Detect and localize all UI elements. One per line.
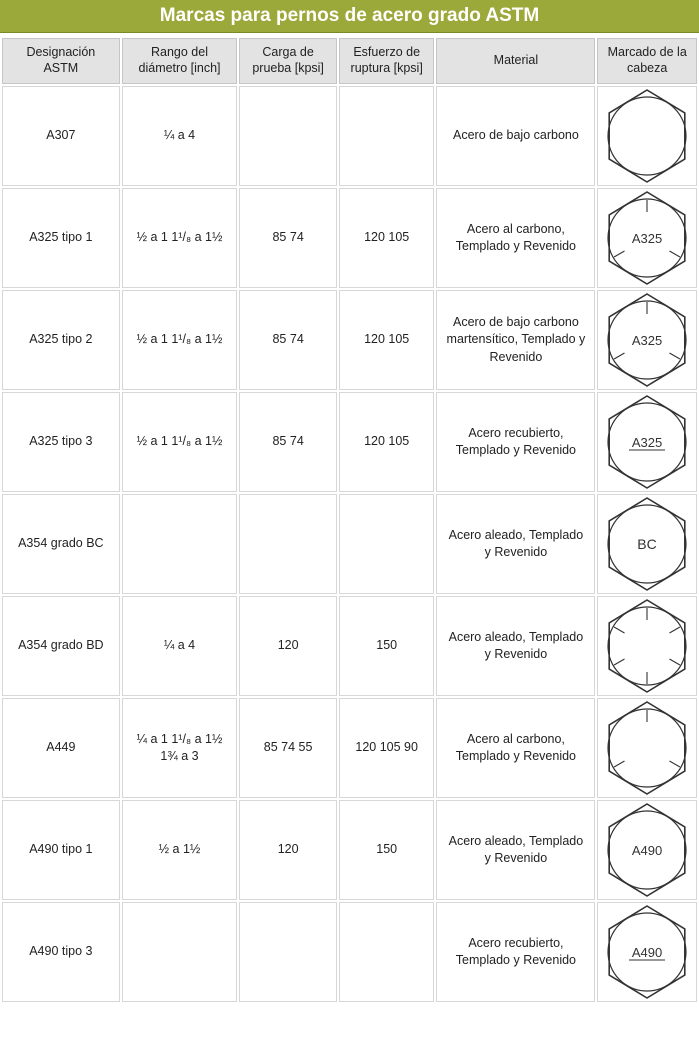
bolt-marks-table bbox=[0, 36, 699, 1004]
tensile-strength-cell: 150 bbox=[339, 800, 435, 900]
designation-cell: A325 tipo 1 bbox=[2, 188, 120, 288]
diameter-range-cell: ½ a 1 1¹/₈ a 1½ bbox=[122, 392, 238, 492]
material-cell: Acero aleado, Templado y Revenido bbox=[436, 800, 595, 900]
head-mark-text: A325 bbox=[632, 231, 663, 246]
hex-bolt-head-icon bbox=[603, 191, 691, 285]
diameter-range-cell: ¼ a 1 1¹/₈ a 1½ 1¾ a 3 bbox=[122, 698, 238, 798]
diameter-range-cell: ½ a 1 1¹/₈ a 1½ bbox=[122, 290, 238, 390]
material-cell: Acero recubierto, Templado y Revenido bbox=[436, 392, 595, 492]
proof-load-cell bbox=[239, 86, 337, 186]
head-marking-cell bbox=[597, 86, 697, 186]
head-marking-cell bbox=[597, 902, 697, 1002]
material-cell: Acero recubierto, Templado y Revenido bbox=[436, 902, 595, 1002]
material-cell: Acero aleado, Templado y Revenido bbox=[436, 494, 595, 594]
header-row bbox=[2, 38, 697, 84]
table-row bbox=[2, 188, 697, 288]
proof-load-cell: 85 74 bbox=[239, 188, 337, 288]
proof-load-cell: 85 74 55 bbox=[239, 698, 337, 798]
diameter-range-cell bbox=[122, 494, 238, 594]
designation-cell: A490 tipo 1 bbox=[2, 800, 120, 900]
designation-cell: A325 tipo 3 bbox=[2, 392, 120, 492]
proof-load-cell: 120 bbox=[239, 596, 337, 696]
tensile-strength-cell: 120 105 90 bbox=[339, 698, 435, 798]
table-row bbox=[2, 494, 697, 594]
designation-cell: A354 grado BC bbox=[2, 494, 120, 594]
hex-bolt-head-icon bbox=[603, 89, 691, 183]
diameter-range-cell: ½ a 1½ bbox=[122, 800, 238, 900]
hexagon-outline bbox=[609, 90, 685, 182]
designation-cell: A307 bbox=[2, 86, 120, 186]
tensile-strength-cell: 150 bbox=[339, 596, 435, 696]
head-mark-text: A325 bbox=[632, 333, 663, 348]
head-marking-cell bbox=[597, 800, 697, 900]
head-marking-cell bbox=[597, 494, 697, 594]
diameter-range-cell bbox=[122, 902, 238, 1002]
header-diameter-range: Rango del diámetro [inch] bbox=[122, 38, 238, 84]
designation-cell: A449 bbox=[2, 698, 120, 798]
tensile-strength-cell: 120 105 bbox=[339, 290, 435, 390]
hex-bolt-head-icon bbox=[603, 293, 691, 387]
header-designation: Designación ASTM bbox=[2, 38, 120, 84]
head-marking-cell bbox=[597, 290, 697, 390]
tensile-strength-cell: 120 105 bbox=[339, 392, 435, 492]
header-material: Material bbox=[436, 38, 595, 84]
head-marking-cell bbox=[597, 188, 697, 288]
tensile-strength-cell bbox=[339, 902, 435, 1002]
hex-bolt-head-icon bbox=[603, 497, 691, 591]
tensile-strength-cell bbox=[339, 86, 435, 186]
table-row bbox=[2, 800, 697, 900]
table-row bbox=[2, 86, 697, 186]
table-title: Marcas para pernos de acero grado ASTM bbox=[0, 0, 699, 33]
head-marking-cell bbox=[597, 698, 697, 798]
designation-cell: A490 tipo 3 bbox=[2, 902, 120, 1002]
hex-bolt-head-icon bbox=[603, 599, 691, 693]
hex-bolt-head-icon bbox=[603, 701, 691, 795]
proof-load-cell: 120 bbox=[239, 800, 337, 900]
head-mark-text: BC bbox=[637, 536, 657, 552]
proof-load-cell: 85 74 bbox=[239, 290, 337, 390]
table-row bbox=[2, 698, 697, 798]
designation-cell: A354 grado BD bbox=[2, 596, 120, 696]
head-marking-cell bbox=[597, 392, 697, 492]
material-cell: Acero al carbono, Templado y Revenido bbox=[436, 188, 595, 288]
table-row bbox=[2, 290, 697, 390]
header-head-marking: Marcado de la cabeza bbox=[597, 38, 697, 84]
head-mark-text: A490 bbox=[632, 945, 663, 960]
material-cell: Acero de bajo carbono bbox=[436, 86, 595, 186]
designation-cell: A325 tipo 2 bbox=[2, 290, 120, 390]
diameter-range-cell: ¼ a 4 bbox=[122, 86, 238, 186]
head-mark-text: A490 bbox=[632, 843, 663, 858]
proof-load-cell bbox=[239, 902, 337, 1002]
table-row bbox=[2, 392, 697, 492]
diameter-range-cell: ½ a 1 1¹/₈ a 1½ bbox=[122, 188, 238, 288]
header-proof-load: Carga de prueba [kpsi] bbox=[239, 38, 337, 84]
proof-load-cell bbox=[239, 494, 337, 594]
hex-bolt-head-icon bbox=[603, 803, 691, 897]
table-row bbox=[2, 596, 697, 696]
head-marking-cell bbox=[597, 596, 697, 696]
material-cell: Acero al carbono, Templado y Revenido bbox=[436, 698, 595, 798]
material-cell: Acero de bajo carbono martensítico, Templado y Revenido bbox=[436, 290, 595, 390]
hex-bolt-head-icon bbox=[603, 905, 691, 999]
hex-bolt-head-icon bbox=[603, 395, 691, 489]
head-mark-text: A325 bbox=[632, 435, 663, 450]
diameter-range-cell: ¼ a 4 bbox=[122, 596, 238, 696]
material-cell: Acero aleado, Templado y Revenido bbox=[436, 596, 595, 696]
header-tensile-strength: Esfuerzo de ruptura [kpsi] bbox=[339, 38, 435, 84]
tensile-strength-cell bbox=[339, 494, 435, 594]
tensile-strength-cell: 120 105 bbox=[339, 188, 435, 288]
table-row bbox=[2, 902, 697, 1002]
proof-load-cell: 85 74 bbox=[239, 392, 337, 492]
